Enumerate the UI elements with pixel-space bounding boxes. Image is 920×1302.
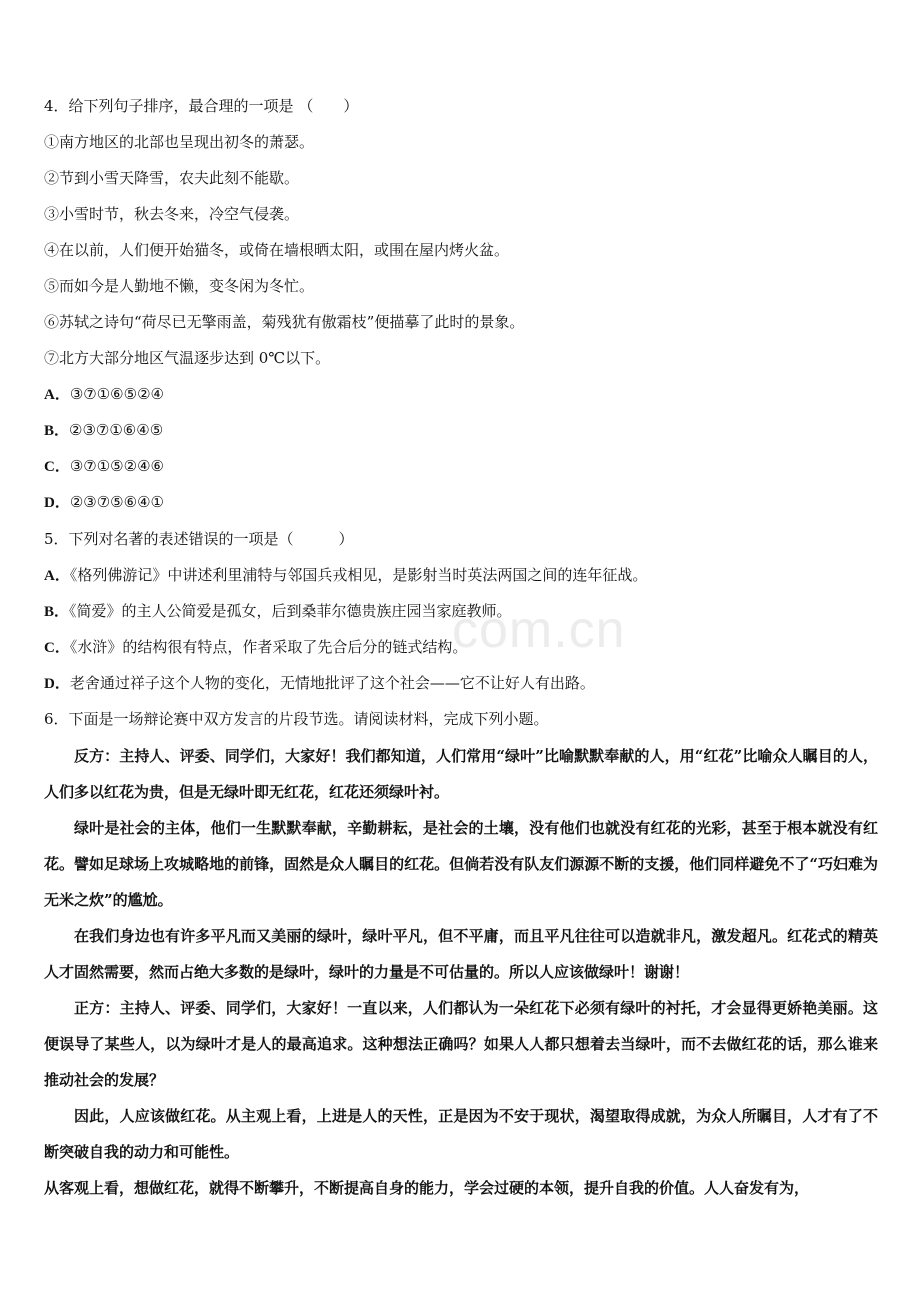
q4-option-c	[44, 456, 878, 477]
watermark: com.cn	[452, 601, 626, 659]
q4-option-a	[44, 384, 878, 405]
option-text: ②③⑦①⑥④⑤	[69, 421, 164, 439]
q4-sentence-7: ⑦北方大部分地区气温逐步达到 0℃以下。	[44, 349, 331, 367]
option-letter: D．	[44, 676, 70, 692]
option-text: ③⑦①⑤②④⑥	[69, 457, 164, 475]
option-letter: A．	[44, 387, 70, 403]
q5-option-d	[44, 673, 878, 694]
option-letter: D．	[44, 495, 70, 511]
option-letter: B．	[44, 604, 70, 620]
option-text: 《水浒》的结构很有特点，作者采取了先合后分的链式结构。	[69, 638, 468, 656]
q4-sentence-2: ②节到小雪天降雪，农夫此刻不能歇。	[44, 169, 300, 187]
question-4-stem: 4．给下列句子排序，最合理的一项是 （ ）	[44, 97, 359, 115]
q4-sentence-4: ④在以前，人们便开始猫冬，或倚在墙根晒太阳，或围在屋内烤火盆。	[44, 241, 510, 259]
q5-option-a	[44, 565, 878, 586]
debate-paragraph-3: 在我们身边也有许多平凡而又美丽的绿叶，绿叶平凡，但不平庸，而且平凡往往可以造就非凡，激发超凡。红花式的精英人才固然需要，然而占绝大多数的是绿叶，绿叶的力量是不可估量的。所以人应该做绿叶！谢谢！	[44, 927, 878, 981]
debate-paragraph-6: 从客观上看，想做红花，就得不断攀升，不断提高自身的能力，学会过硬的本领，提升自我的价值。人人奋发有为，	[44, 1179, 810, 1197]
option-text: 老舍通过祥子这个人物的变化，无情地批评了这个社会——它不让好人有出路。	[69, 674, 595, 692]
option-letter: C．	[44, 640, 70, 656]
option-text: ②③⑦⑤⑥④①	[69, 493, 164, 511]
q4-option-d	[44, 492, 878, 513]
q4-sentence-1: ①南方地区的北部也呈现出初冬的萧瑟。	[44, 133, 315, 151]
q4-sentence-3: ③小雪时节，秋去冬来，冷空气侵袭。	[44, 205, 300, 223]
option-text: 《简爱》的主人公简爱是孤女，后到桑菲尔德贵族庄园当家庭教师。	[69, 602, 512, 620]
debate-paragraph-4: 正方：主持人、评委、同学们，大家好！一直以来，人们都认为一朵红花下必须有绿叶的衬托，才会显得更娇艳美丽。这便误导了某些人，以为绿叶才是人的最高追求。这种想法正确吗？如果人人都只想着去当绿叶，而不去做红花的话，那么谁来推动社会的发展？	[44, 999, 878, 1089]
question-6-stem: 6．下面是一场辩论赛中双方发言的片段节选。请阅读材料，完成下列小题。	[44, 710, 549, 728]
debate-paragraph-5: 因此，人应该做红花。从主观上看，上进是人的天性，正是因为不安于现状，渴望取得成就，为众人所瞩目，人才有了不断突破自我的动力和可能性。	[44, 1107, 878, 1161]
debate-paragraph-1: 反方：主持人、评委、同学们，大家好！我们都知道，人们常用“绿叶”比喻默默奉献的人，用“红花”比喻众人瞩目的人，人们多以红花为贵，但是无绿叶即无红花，红花还须绿叶衬。	[44, 747, 878, 801]
debate-paragraph-2: 绿叶是社会的主体，他们一生默默奉献，辛勤耕耘，是社会的土壤，没有他们也就没有红花的光彩，甚至于根本就没有红花。譬如足球场上攻城略地的前锋，固然是众人瞩目的红花。但倘若没有队友们源源不断的支援，他们同样避免不了“巧妇难为无米之炊”的尴尬。	[44, 819, 878, 909]
q4-option-b	[44, 420, 878, 441]
option-letter: B．	[44, 423, 70, 439]
option-letter: A．	[44, 568, 70, 584]
q4-sentence-6: ⑥苏轼之诗句“荷尽已无擎雨盖，菊残犹有傲霜枝”便描摹了此时的景象。	[44, 313, 525, 331]
option-letter: C．	[44, 459, 70, 475]
question-5-stem: 5．下列对名著的表述错误的一项是（ ）	[44, 530, 354, 548]
option-text: 《格列佛游记》中讲述利里浦特与邻国兵戎相见，是影射当时英法两国之间的连年征战。	[69, 566, 648, 584]
q4-sentence-5: ⑤而如今是人勤地不懒，变冬闲为冬忙。	[44, 277, 315, 295]
option-text: ③⑦①⑥⑤②④	[69, 385, 164, 403]
